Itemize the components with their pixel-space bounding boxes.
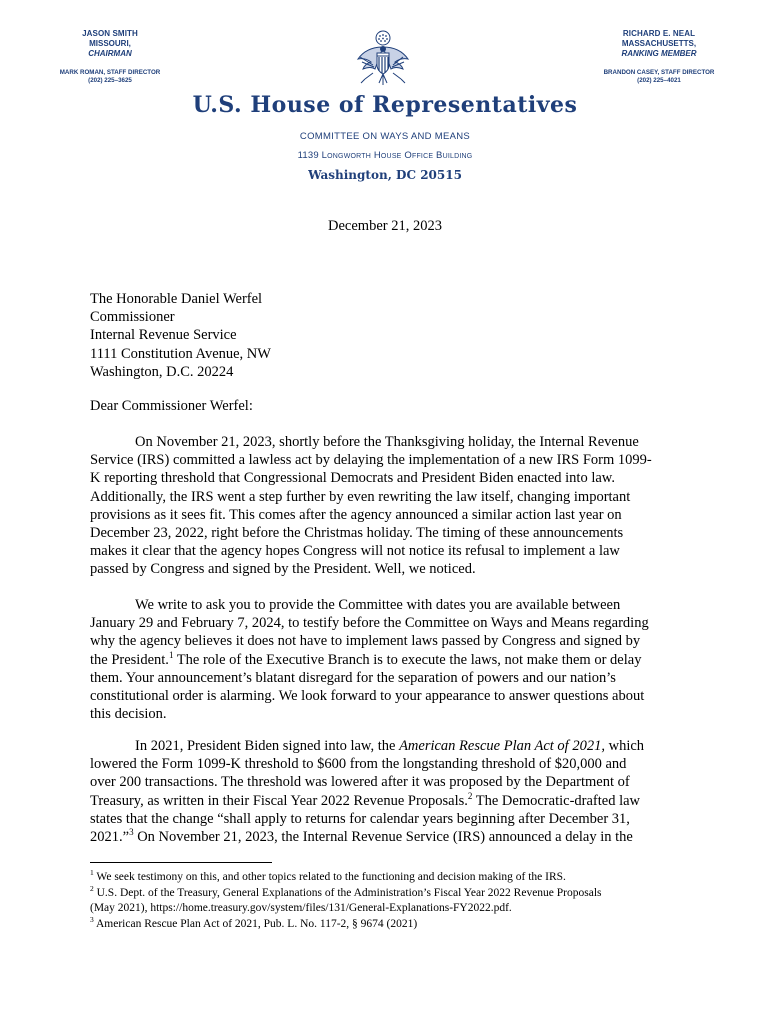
footnote-ref[interactable]: 3 <box>129 827 134 838</box>
salutation: Dear Commissioner Werfel: <box>90 398 253 414</box>
chairman-block <box>15 29 205 85</box>
footnote-number: 2 <box>90 883 94 893</box>
paragraph-1 <box>90 433 670 579</box>
ranking-member-block <box>564 29 754 85</box>
chairman-phone: (202) 225–3625 <box>88 77 132 84</box>
footnote-divider <box>90 862 272 863</box>
chairman-name: JASON SMITH <box>82 29 138 38</box>
text-run: Treasury, as written in their Fiscal Year 2022 Revenue Proposals. <box>90 792 468 809</box>
footnote-ref[interactable]: 1 <box>168 649 174 660</box>
paragraph-line: passed by Congress and signed by the President. Well, we noticed. <box>90 561 476 578</box>
ranking-member-phone: (202) 225–4021 <box>637 77 681 84</box>
footnote-text: American Rescue Plan Act of 2021, Pub. L. No. 117-2, § 9674 (2021) <box>93 917 418 930</box>
text-run: On November 21, 2023, the Internal Revenue Service (IRS) announced a delay in the <box>133 829 633 846</box>
chairman-state: MISSOURI, <box>89 39 131 48</box>
paragraph-3 <box>90 737 670 846</box>
footnote-number: 1 <box>90 868 94 878</box>
paragraph-line: Additionally, the IRS went a step further by even rewriting the law itself, changing important <box>90 488 631 505</box>
recipient-line: The Honorable Daniel Werfel <box>90 291 263 307</box>
footnote <box>90 870 690 886</box>
paragraph-line <box>90 651 670 669</box>
letterhead-title: U.S. House of Representatives <box>192 92 578 118</box>
office-city: Washington, DC 20515 <box>308 168 462 182</box>
paragraph-line: why the agency believes it does not have to implement laws passed by Congress and signed by <box>90 633 641 650</box>
committee-name: COMMITTEE ON WAYS AND MEANS <box>299 131 471 142</box>
ranking-member-role: RANKING MEMBER <box>621 49 697 58</box>
footnote-number: 3 <box>90 914 94 924</box>
paragraph-line: We write to ask you to provide the Committee with dates you are available between <box>135 597 621 613</box>
ranking-member-state: MASSACHUSETTS, <box>621 39 697 48</box>
text-run: The role of the Executive Branch is to execute the laws, not make them or delay <box>173 651 642 668</box>
paragraph-line <box>90 737 670 755</box>
ranking-member-staff-director: BRANDON CASEY, STAFF DIRECTOR <box>603 69 715 76</box>
text-run: the President. <box>90 651 169 668</box>
ranking-member-name: RICHARD E. NEAL <box>622 29 696 38</box>
paragraph-line: provisions as it sees fit. This comes after the agency announced a similar action last year on <box>90 506 622 523</box>
paragraph-line: them. Your announcement’s blatant disregard for the separation of powers and our nation’s <box>90 669 616 686</box>
paragraph-line <box>90 828 670 846</box>
text-run: 2021.” <box>90 829 130 846</box>
paragraph-line: constitutional order is alarming. We look forward to your appearance to answer questions about <box>90 688 645 705</box>
footnote-ref[interactable]: 2 <box>467 790 473 801</box>
paragraph-2 <box>90 596 670 723</box>
footnote-text: We seek testimony on this, and other topics related to the functioning and decision making of the IRS. <box>93 871 566 883</box>
text-run: In 2021, President Biden signed into law, the <box>135 738 400 754</box>
footnote-text: (May 2021), https://home.treasury.gov/system/files/131/General-Explanations-FY2022.pdf. <box>90 902 512 914</box>
footnote <box>90 883 690 902</box>
recipient-line: Washington, D.C. 20224 <box>90 363 234 380</box>
text-run: The Democratic-drafted law <box>472 792 641 809</box>
footnotes <box>90 870 690 932</box>
paragraph-line: over 200 transactions. The threshold was lowered after it was proposed by the Department of <box>90 774 630 791</box>
office-building: 1139 Longworth House Office Building <box>297 150 473 161</box>
text-run: which <box>604 738 645 754</box>
recipient-line: Internal Revenue Service <box>90 327 237 344</box>
chairman-role: CHAIRMAN <box>88 49 132 58</box>
paragraph-line: lowered the Form 1099-K threshold to $600 from the longstanding threshold of $20,000 and <box>90 756 627 773</box>
paragraph-line: December 23, 2022, right before the Christmas holiday. The timing of these announcements <box>90 525 624 542</box>
act-title: American Rescue Plan Act of 2021, <box>399 738 605 754</box>
paragraph-line: K reporting threshold that Congressional Democrats and President Biden enacted into law. <box>90 470 615 487</box>
paragraph-line: makes it clear that the agency hopes Congress will not notice its refusal to implement a law <box>90 543 620 560</box>
letter-date: December 21, 2023 <box>328 218 442 234</box>
recipient-address <box>90 290 690 381</box>
footnote-text: U.S. Dept. of the Treasury, General Explanations of the Administration’s Fiscal Year 2022 Revenue Proposals <box>93 886 602 899</box>
paragraph-line: this decision. <box>90 706 167 723</box>
paragraph-line: Service (IRS) committed a lawless act by delaying the implementation of a new IRS Form 1099- <box>90 452 652 469</box>
chairman-staff-director: MARK ROMAN, STAFF DIRECTOR <box>59 69 161 76</box>
recipient-line: Commissioner <box>90 309 175 326</box>
paragraph-line: states that the change “shall apply to returns for calendar years beginning after December 31, <box>90 810 630 827</box>
paragraph-line <box>90 792 670 810</box>
great-seal-eagle-icon <box>355 29 411 89</box>
footnote <box>90 914 690 933</box>
paragraph-line: January 29 and February 7, 2024, to testify before the Committee on Ways and Means regarding <box>90 615 649 632</box>
footnote <box>90 901 690 917</box>
recipient-line: 1111 Constitution Avenue, NW <box>90 345 271 362</box>
paragraph-line: On November 21, 2023, shortly before the Thanksgiving holiday, the Internal Revenue <box>135 434 639 450</box>
